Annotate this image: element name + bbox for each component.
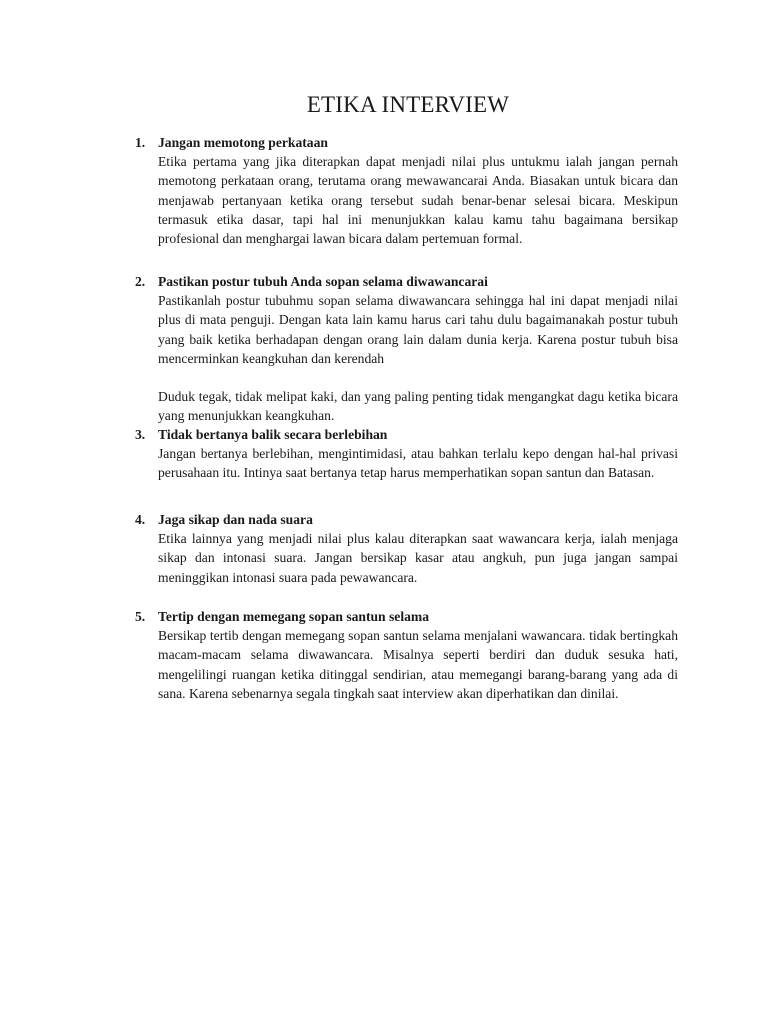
item-heading: Jaga sikap dan nada suara	[158, 512, 313, 527]
item-number: 4.	[135, 512, 146, 527]
page-title: ETIKA INTERVIEW	[306, 92, 510, 117]
item-paragraph: Jangan bertanya berlebihan, mengintimidasi, atau bahkan terlalu kepo dengan hal-hal privasi perusahaan itu. Intinya saat bertanya tetap harus memperhatikan sopan santun dan Batasan.	[158, 446, 678, 481]
item-number: 5.	[135, 609, 146, 624]
item-heading: Tidak bertanya balik secara berlebihan	[158, 427, 388, 442]
item-paragraph: Pastikanlah postur tubuhmu sopan selama diwawancara sehingga hal ini dapat menjadi nilai plus di mata penguji. Dengan kata lain kamu harus cari tahu dulu bagaimanakah postur tubuh yang baik ketika berhadapan dengan orang lain dalam dunia kerja. Karena postur tubuh bisa mencerminkan keangkuhan dan kerendah	[158, 293, 678, 366]
list-item	[135, 510, 678, 587]
list-item	[135, 272, 678, 425]
item-heading: Pastikan postur tubuh Anda sopan selama diwawancarai	[158, 274, 488, 289]
item-paragraph: Duduk tegak, tidak melipat kaki, dan yang paling penting tidak mengangkat dagu ketika bicara yang menunjukkan keangkuhan.	[158, 389, 678, 424]
list-item	[135, 425, 678, 483]
item-number: 2.	[135, 274, 146, 289]
list-item	[135, 607, 678, 703]
item-heading: Jangan memotong perkataan	[158, 135, 328, 150]
item-paragraph: Etika pertama yang jika diterapkan dapat menjadi nilai plus untukmu ialah jangan pernah memotong perkataan orang, terutama orang mewawancarai Anda. Biasakan untuk bicara dan menjawab pertanyaan ketika orang tersebut sudah benar-benar selesai bicara. Meskipun termasuk etika dasar, tapi hal ini menunjukkan kalau kamu tahu bagaimana bersikap profesional dan menghargai lawan bicara dalam pertemuan formal.	[158, 154, 678, 247]
item-number: 1.	[135, 135, 146, 150]
item-heading: Tertip dengan memegang sopan santun selama	[158, 609, 430, 624]
list-item	[135, 133, 678, 248]
item-paragraph: Bersikap tertib dengan memegang sopan santun selama menjalani wawancara. tidak bertingkah macam-macam selama diwawancara. Misalnya seperti berdiri dan duduk sesuka hati, mengelilingi ruangan ketika ditinggal sendirian, atau memegangi barang-barang yang ada di sana. Karena sebenarnya segala tingkah saat interview akan diperhatikan dan dinilai.	[158, 628, 678, 701]
item-number: 3.	[135, 427, 146, 442]
item-paragraph: Etika lainnya yang menjadi nilai plus kalau diterapkan saat wawancara kerja, ialah menjaga sikap dan intonasi suara. Jangan bersikap kasar atau angkuh, pun juga jangan sampai meninggikan intonasi suara pada pewawancara.	[158, 531, 678, 585]
